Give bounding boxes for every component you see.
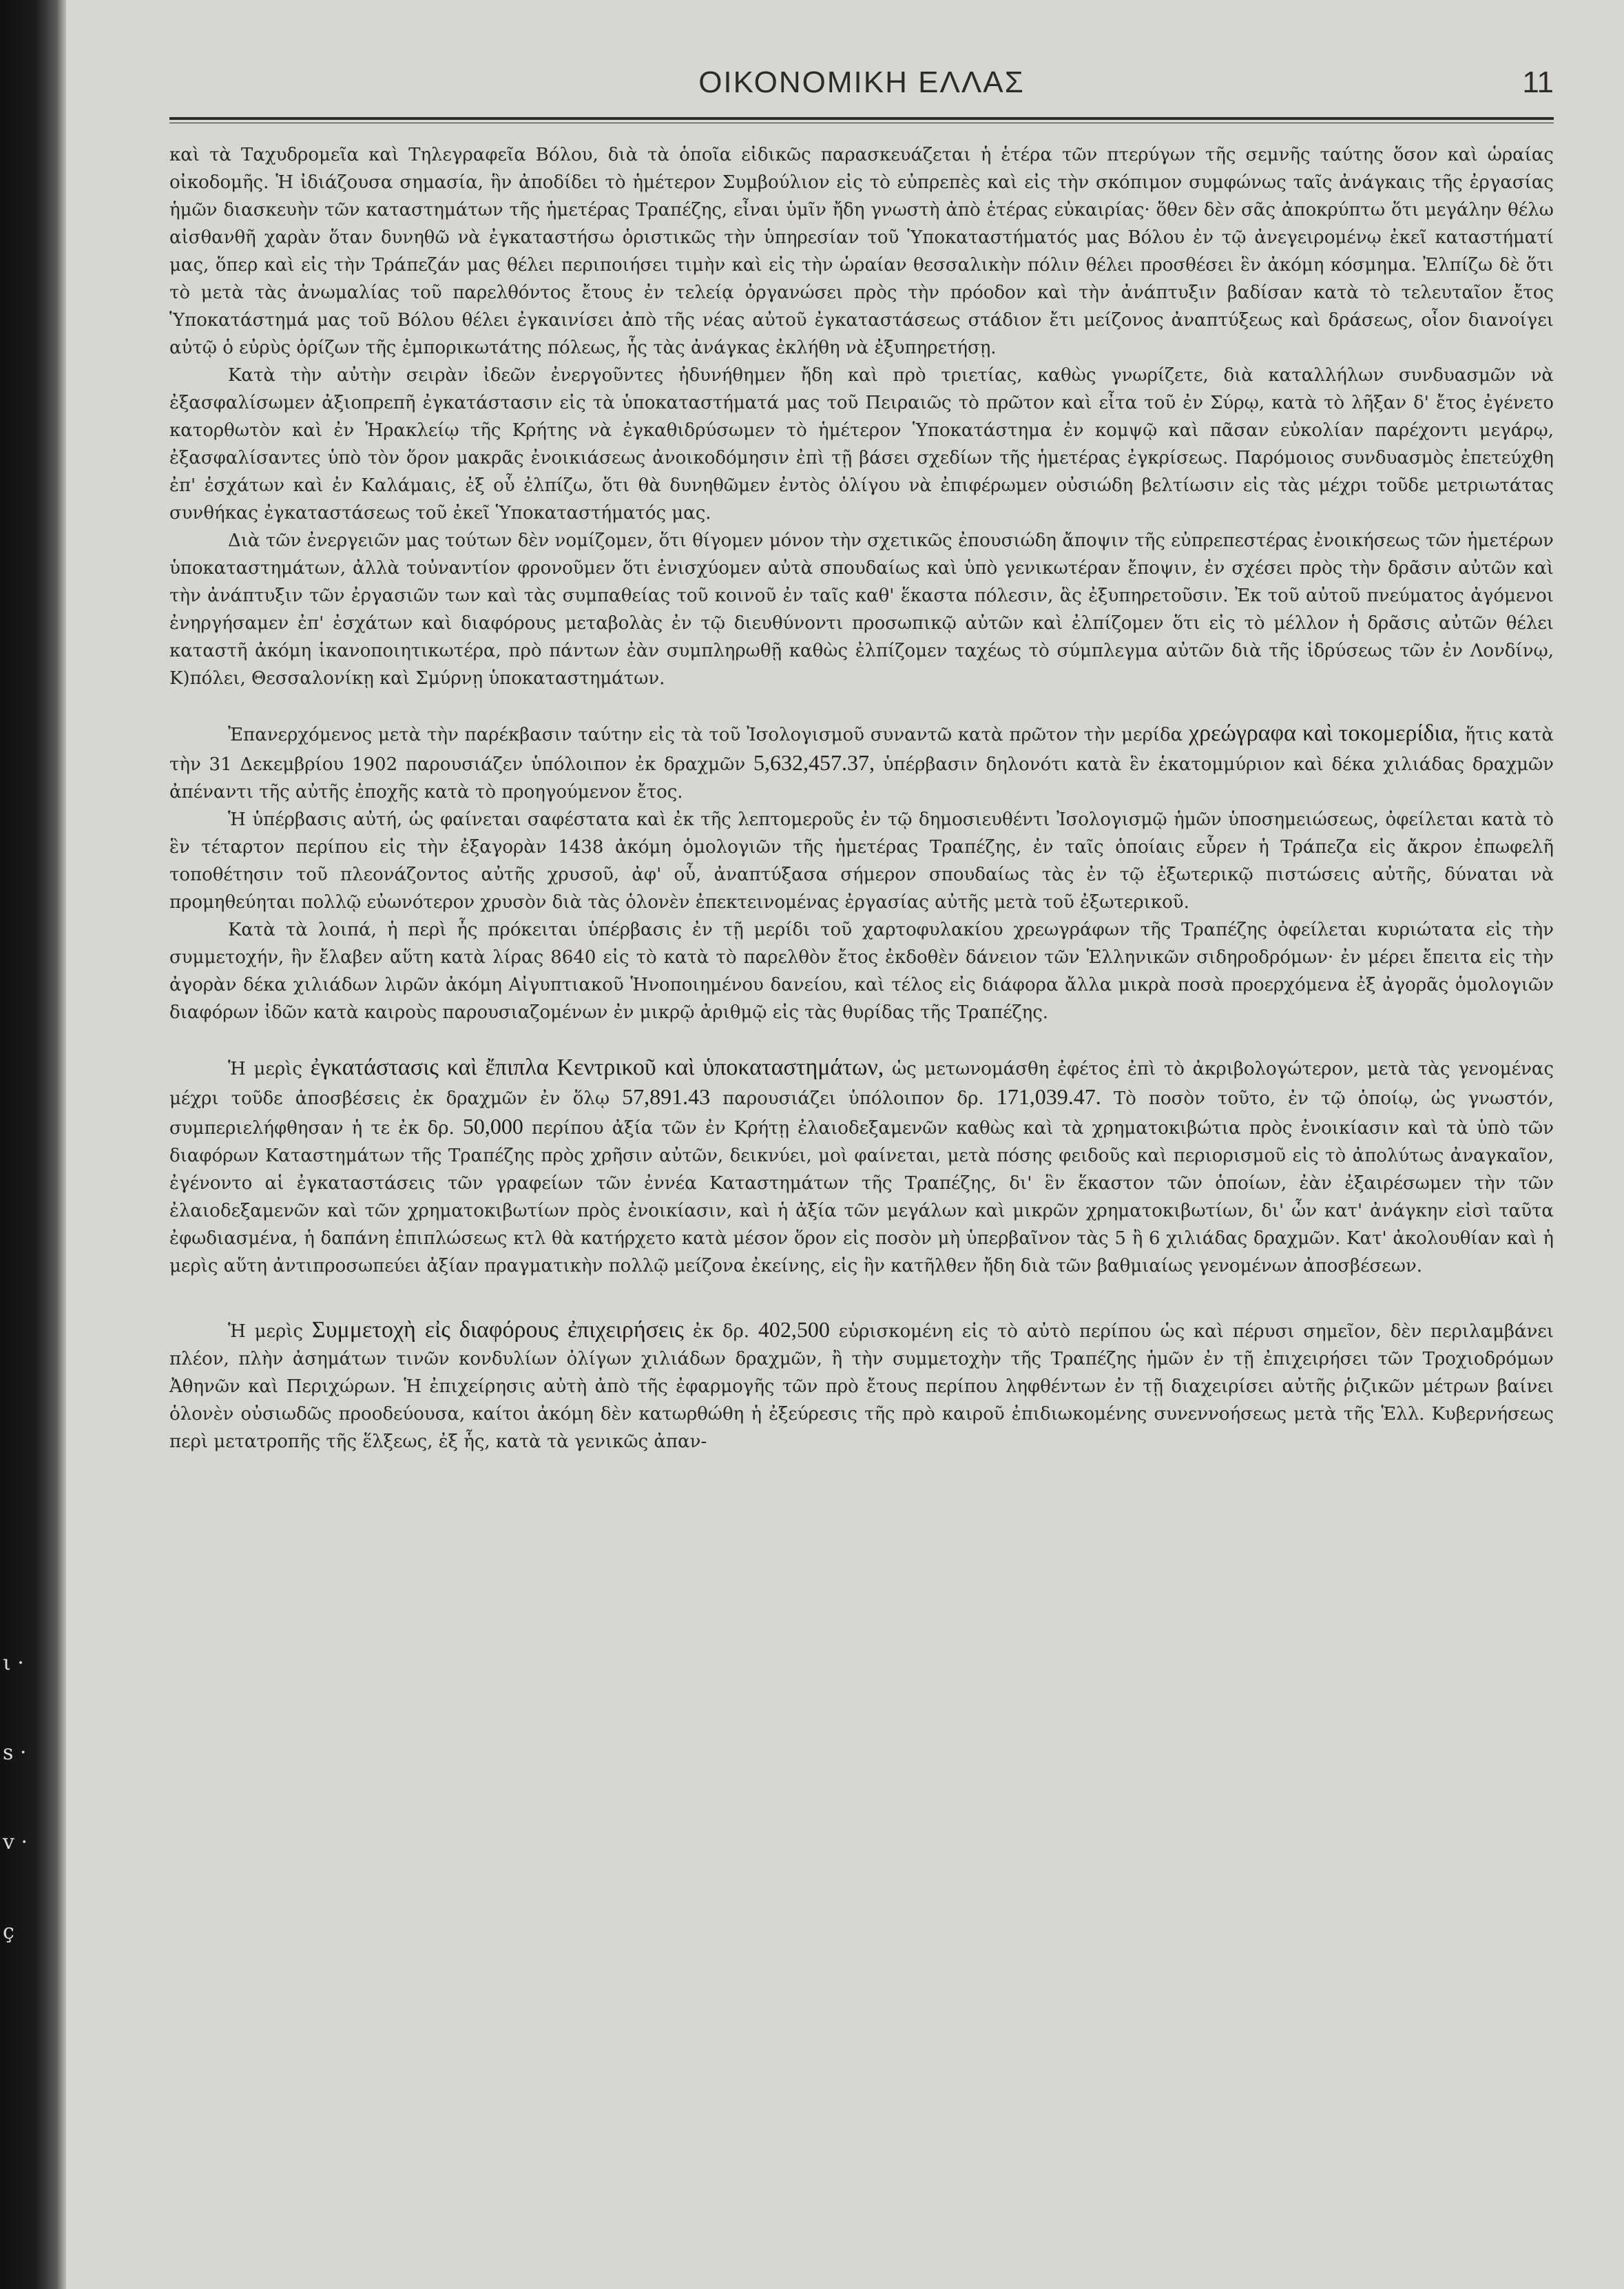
securities-text-c: ὑπέρβασιν δηλονότι κατὰ ἓν ἑκατομμύριον καὶ δέκα χιλιάδας δραχμῶν ἀπέναντι τῆς αὐτῆς ἐποχῆς κατὰ τὸ προηγούμενον ἔτος. [169,754,1554,802]
book-binding-gutter [0,0,66,2289]
section-gap [169,692,1554,720]
section-gap [169,1026,1554,1054]
paragraph-branch-actions: Διὰ τῶν ἐνεργειῶν μας τούτων δὲν νομίζομεν, ὅτι θίγομεν μόνον τὴν σχετικῶς ἐπουσιώδη ἄποψιν τῆς εὐπρεπεστέρας ἐνοικήσεως τῶν ἡμετέρων ὑποκαταστημάτων, ἀλλὰ τοὐναντίον φρονοῦμεν ὅτι ἐνισχύομεν αὐτὰ σπουδαίως καὶ ὑπὸ γενικωτέραν ἔποψιν, ἐν σχέσει πρὸς τὴν δρᾶσιν αὐτῶν καὶ τὴν ἀνάπτυξιν τῶν ἐργασιῶν των καὶ τὰς συμπαθείας τοῦ κοινοῦ ἐν ταῖς καθ' ἕκαστα πόλεσιν, ἃς ἐξυπηρετοῦσιν. Ἐκ τοῦ αὐτοῦ πνεύματος ἀγόμενοι ἐνηργήσαμεν ἐπ' ἐσχάτων καὶ διαφόρους μεταβολὰς ἐν τῷ διευθύνοντι προσωπικῷ αὐτῶν καὶ ἐλπίζομεν ὅτι εἰς τὸ μέλλον ἡ δρᾶσις αὐτῶν θέλει καταστῆ ἀκόμη ἱκανοποιητικωτέρα, πρὸ πάντων ἐὰν συμπληρωθῇ καθὼς ἐλπίζομεν ταχέως τὸ σύμπλεγμα αὐτῶν διὰ τῆς ἱδρύσεως τῶν ἐν Λονδίνῳ, Κ)πόλει, Θεσσαλονίκῃ καὶ Σμύρνῃ ὑποκαταστημάτων. [169,530,1554,689]
paragraph-installations [169,1054,1554,1280]
document-page [66,0,1624,2289]
securities-text-a: Ἐπανερχόμενος μετὰ τὴν παρέκβασιν ταύτην εἰς τὰ τοῦ Ἰσολογισμοῦ συναντῶ κατὰ πρῶτον τὴν μερίδα [228,725,1183,745]
participation-text-c: εὑρισκομένη εἰς τὸ αὐτὸ περίπου ὡς καὶ πέρυσι σημεῖον, δὲν περιλαμβάνει πλέον, πλὴν ἀσημάτων τινῶν κονδυλίων ὀλίγων χιλιάδων δραχμῶν, ἢ τὴν συμμετοχὴν τῆς Τραπέζης ἡμῶν ἐν τῇ ἐπιχειρήσει τῶν Τροχιοδρόμων Ἀθηνῶν καὶ Περιχώρων. Ἡ ἐπιχείρησις αὐτὴ ἀπὸ τῆς ἐφαρμογῆς τῶν πρὸ ἔτους περίπου ληφθέντων ἐν τῇ διαχειρίσει αὐτῆς ῥιζικῶν μέτρων βαίνει ὁλονὲν οὐσιωδῶς προοδεύουσα, καίτοι ἀκόμη δὲν κατωρθώθη ἡ ἐξεύρεσις τῆς πρὸ καιροῦ ἐπιδιωκομένης συνεννοήσεως μετὰ τῆς Ἑλλ. Κυβερνήσεως περὶ μετατροπῆς τῆς ἕλξεως, ἐξ ἧς, κατὰ τὰ γενικῶς ἀπαν- [169,1321,1554,1452]
installations-amount-2: 171,039.47. [996,1084,1101,1109]
paragraph-portfolio: Κατὰ τὰ λοιπά, ἡ περὶ ἧς πρόκειται ὑπέρβασις ἐν τῇ μερίδι τοῦ χαρτοφυλακίου χρεωγράφων τῆς Τραπέζης ὀφείλεται κυριώτατα εἰς τὴν συμμετοχήν, ἣν ἔλαβεν αὕτη κατὰ λίρας 8640 εἰς τὸ κατὰ τὸ παρελθὸν ἔτος ἐκδοθὲν δάνειον τῶν Ἑλληνικῶν σιδηροδρόμων· ἐν μέρει ἔπειτα εἰς τὴν ἀγορὰν δέκα χιλιάδων λιρῶν ἀκόμη Αἰγυπτιακοῦ Ἡνοποιημένου δανείου, καὶ τέλος εἰς διάφορα ἄλλα μικρὰ ποσὰ προερχόμενα ἐξ ἀγορᾶς ὁμολογιῶν διαφόρων ἰδῶν κατὰ καιροὺς παρουσιαζομένων ἐν μικρῷ ἀριθμῷ εἰς τὰς θυρίδας τῆς Τραπέζης. [169,920,1554,1023]
paragraph-participation [169,1316,1554,1456]
installations-text-e: περίπου ἀξία τῶν ἐν Κρήτῃ ἐλαιοδεξαμενῶν καθὼς καὶ τὰ χρηματοκιβώτια πρὸς ἐνοικίασιν καὶ τὰ ὑπὸ τῶν διαφόρων Καταστημάτων τῆς Τραπέζης πρὸς χρῆσιν αὐτῶν, δεικνύει, μοὶ φαίνεται, μετὰ πόσης φειδοῦς καὶ περιορισμοῦ εἰς τὸ ἀπολύτως ἀναγκαῖον, ἐγένοντο αἱ ἐγκαταστάσεις τῶν γραφείων τῶν ἐννέα Καταστημάτων τῆς Τραπέζης, δι' ἓν ἕκαστον τῶν ὁποίων, ἐὰν ἐξαιρέσωμεν τὴν τῶν ἐλαιοδεξαμενῶν καὶ τῶν χρηματοκιβωτίων πρὸς ἐνοικίασιν, καὶ ἡ ἀξία τῶν μεγάλων καὶ μικρῶν χρηματοκιβωτίων, δι' ὧν κατ' ἀνάγκην εἰσὶ ταῦτα ἐφωδιασμένα, ἡ δαπάνη ἐπιπλώσεως κτλ θὰ κατήρχετο κατὰ μέσον ὅρον εἰς ποσὸν μὴ ὑπερβαῖνον τὰς 5 ἢ 6 χιλιάδας δραχμῶν. Κατ' ἀκολουθίαν καὶ ἡ μερὶς αὕτη ἀντιπροσωπεύει ἀξίαν πραγματικὴν πολλῷ μείζονα ἐκείνης, εἰς ἣν κατῆλθεν ἤδη διὰ τῶν βαθμιαίως γενομένων ἀποσβέσεων. [169,1118,1554,1276]
securities-amount: 5,632,457.37, [753,750,875,775]
participation-amount: 402,500 [758,1317,830,1342]
page-header [169,65,1554,114]
paragraph-surplus: Ἡ ὑπέρβασις αὐτή, ὡς φαίνεται σαφέστατα καὶ ἐκ τῆς λεπτομεροῦς ἐν τῷ δημοσιευθέντι Ἰσολογισμῷ ἡμῶν ὑποσημειώσεως, ὀφείλεται κατὰ τὸ ἓν τέταρτον περίπου εἰς τὴν ἐξαγορὰν 1438 ἀκόμη ὁμολογιῶν τῆς ἡμετέρας Τραπέζης, ἐν ταῖς ὁποίαις εὗρεν ἡ Τράπεζα εἰς ἄκρον ἐπωφελῆ τοποθέτησιν τοῦ πλεονάζοντος αὐτῆς χρυσοῦ, ἀφ' οὗ, ἀναπτύξασα σήμερον σπουδαίως τὰς ἐν τῷ ἐξωτερικῷ πιστώσεις αὐτῆς, δύναται νὰ προμηθεύηται πολλῷ εὐωνότερον χρυσὸν διὰ τὰς ὁλονὲν ἐπεκτεινομένας ἐργασίας αὐτῆς μετὰ τοῦ ἐξωτερικοῦ. [169,809,1554,913]
installations-text-b: ὡς μετωνομάσθη ἐφέτος ἐπὶ τὸ ἀκριβολογώτερον, μετὰ τὰς γενομένας μέχρι τοῦδε ἀποσβέσεις ἐκ δραχμῶν ἐν ὅλῳ [169,1059,1554,1109]
securities-text-b: ἥτις κατὰ τὴν 31 Δεκεμβρίου 1902 παρουσιάζεν ὑπόλοιπον ἐκ δραχμῶν [169,725,1554,775]
participation-text-a: Ἡ μερὶς [228,1321,304,1342]
participation-text-b: ἐκ δρ. [692,1321,750,1342]
gutter-marks: ι · s · v · ç [3,1651,28,1944]
section-gap [169,1280,1554,1316]
page-number: 11 [1522,65,1554,99]
header-rule [169,117,1554,120]
paragraph-branch-premises: Κατὰ τὴν αὐτὴν σειρὰν ἰδεῶν ἐνεργοῦντες ἠδυνήθημεν ἤδη καὶ πρὸ τριετίας, καθὼς γνωρίζετε, διὰ καταλλήλων συνδυασμῶν νὰ ἐξασφαλίσωμεν ἀξιοπρεπῆ ἐγκατάστασιν εἰς τὰ ὑποκαταστήματά μας τοῦ Πειραιῶς τὸ πρῶτον καὶ εἶτα τοῦ ἐν Σύρῳ, κατὰ τὸ λῆξαν δ' ἔτος ἐγένετο κατορθωτὸν καὶ ἐν Ἡρακλείῳ τῆς Κρήτης νὰ ἐγκαθιδρύσωμεν τὸ ἡμέτερον Ὑποκατάστημα ἐν κομψῷ καὶ πᾶσαν εὐκολίαν παρέχοντι μεγάρῳ, ἐξασφαλίσαντες ὑπὸ τὸν ὅρον μακρᾶς ἐνοικιάσεως ἀνοικοδόμησιν ἐπὶ τῇ βάσει σχεδίων τῆς ἡμετέρας ἐγκρίσεως. Παρόμοιος συνδυασμὸς ἐπετεύχθη ἐπ' ἐσχάτων καὶ ἐν Καλάμαις, ἐξ οὗ ἐλπίζω, ὅτι θὰ δυνηθῶμεν ἐντὸς ὀλίγου νὰ ἐπιφέρωμεν οὐσιώδη βελτίωσιν εἰς τὰς μέχρι τοῦδε μετριωτάτας συνθήκας ἐγκαταστάσεως τοῦ ἐκεῖ Ὑποκαταστήματός μας. [169,365,1554,524]
installations-text-c: παρουσιάζει ὑπόλοιπον δρ. [722,1088,984,1109]
body-text [169,141,1554,1456]
installations-text-d: Τὸ ποσὸν τοῦτο, ἐν τῷ ὁποίῳ, ὡς γνωστόν, συμπεριελήφθησαν ἡ τε ἐκ δρ. [169,1088,1554,1139]
installations-amount-3: 50,000 [462,1114,523,1139]
participation-heading: Συμμετοχὴ εἰς διαφόρους ἐπιχειρήσεις [311,1317,684,1343]
installations-amount-1: 57,891.43 [622,1084,711,1109]
installations-text-a: Ἡ μερὶς [228,1059,302,1079]
running-title: ΟΙΚΟΝΟΜΙΚΗ ΕΛΛΑΣ [698,65,1025,99]
installations-heading: ἐγκατάστασις καὶ ἔπιπλα Κεντρικοῦ καὶ ὑποκαταστημάτων, [310,1055,884,1080]
paragraph-securities [169,720,1554,806]
securities-heading: χρεώγραφα καὶ τοκομερίδια, [1189,721,1459,746]
paragraph-volos-branch: καὶ τὰ Ταχυδρομεῖα καὶ Τηλεγραφεῖα Βόλου, διὰ τὰ ὁποῖα εἰδικῶς παρασκευάζεται ἡ ἑτέρα τῶν πτερύγων τῆς σεμνῆς ταύτης ὅσον καὶ ὡραίας οἰκοδομῆς. Ἡ ἰδιάζουσα σημασία, ἣν ἀποδίδει τὸ ἡμέτερον Συμβούλιον εἰς τὸ εὐπρεπὲς καὶ εἰς τὴν σκόπιμον συμφώνως ταῖς ἀνάγκαις τῆς ἐργασίας ἡμῶν διασκευὴν τῶν καταστημάτων τῆς ἡμετέρας Τραπέζης, εἶναι ὑμῖν ἤδη γνωστὴ ἀπὸ ἑτέρας εὐκαιρίας· ὅθεν δὲν σᾶς ἀποκρύπτω ὅτι μεγάλην θέλω αἰσθανθῆ χαρὰν ὅταν δυνηθῶ νὰ ἐγκαταστήσω ὁριστικῶς τὴν ὑπηρεσίαν τοῦ Ὑποκαταστήματός μας Βόλου ἐν τῷ ἀνεγειρομένῳ ἐκεῖ καταστήματί μας, ὅπερ καὶ εἰς τὴν Τράπεζάν μας θέλει περιποιήσει τιμὴν καὶ εἰς τὴν ὡραίαν θεσσαλικὴν πόλιν θέλει προσθέσει ἓν ἀκόμη κόσμημα. Ἐλπίζω δὲ ὅτι τὸ μετὰ τὰς ἀνωμαλίας τοῦ παρελθόντος ἔτους ἐν τελείᾳ ὀργανώσει πρὸς τὴν πρόοδον καὶ τὴν ἀνάπτυξιν βαδίσαν κατὰ τὸ τελευταῖον ἔτος Ὑποκατάστημά μας τοῦ Βόλου θέλει ἐγκαινίσει ἀπὸ τῆς νέας αὐτοῦ ἐγκαταστάσεως στάδιον ἔτι μείζονος ἀναπτύξεως καὶ δράσεως, οἷον διανοίγει αὐτῷ ὁ εὐρὺς ὁρίζων τῆς ἐμπορικωτάτης πόλεως, ἧς τὰς ἀνάγκας ἐκλήθη νὰ ἐξυπηρετήσῃ. [169,145,1554,358]
